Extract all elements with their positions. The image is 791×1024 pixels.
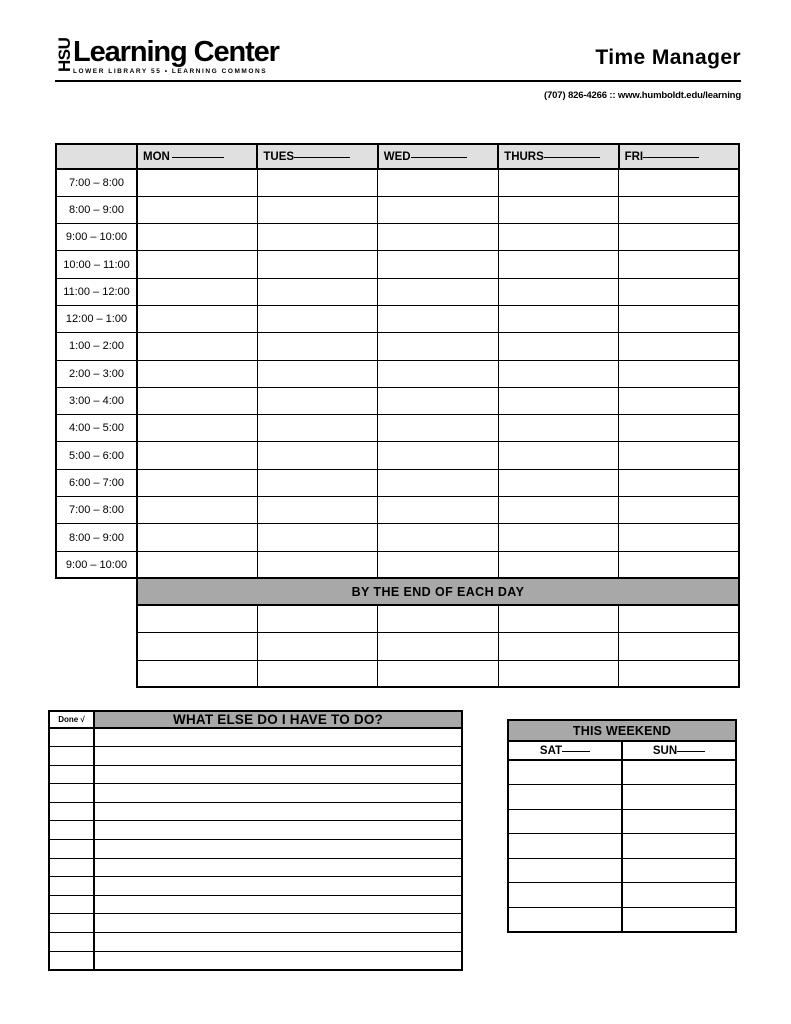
schedule-slot-wed[interactable] [378, 551, 498, 578]
todo-checkbox-cell[interactable] [49, 933, 94, 952]
weekend-label-sat: SAT [539, 744, 563, 757]
schedule-slot-tues[interactable] [257, 469, 377, 496]
logo-subtitle: LOWER LIBRARY 55 • LEARNING COMMONS [73, 68, 268, 76]
schedule-slot-mon[interactable] [137, 333, 257, 360]
time-label: 4:00 – 5:00 [56, 415, 137, 442]
weekend-slot-sun[interactable] [622, 809, 736, 834]
schedule-slot-wed[interactable] [378, 305, 498, 332]
day-header-wed[interactable] [378, 144, 498, 169]
schedule-row [56, 497, 739, 524]
schedule-row [56, 524, 739, 551]
time-label: 7:00 – 8:00 [56, 497, 137, 524]
todo-checkbox-cell[interactable] [49, 784, 94, 803]
todo-row [49, 840, 462, 859]
schedule-slot-fri[interactable] [619, 551, 739, 578]
schedule-slot-thurs[interactable] [498, 551, 618, 578]
todo-row [49, 728, 462, 747]
todo-text-cell[interactable] [94, 858, 462, 877]
banner-spacer [56, 660, 137, 687]
schedule-slot-thurs[interactable] [498, 169, 618, 196]
schedule-slot-thurs[interactable] [498, 497, 618, 524]
schedule-slot-fri[interactable] [619, 333, 739, 360]
logo-title: Learning Center [73, 36, 279, 68]
day-header-mon[interactable] [137, 144, 257, 169]
schedule-slot-wed[interactable] [378, 387, 498, 414]
schedule-slot-fri[interactable] [619, 251, 739, 278]
todo-text-cell[interactable] [94, 728, 462, 747]
todo-row [49, 821, 462, 840]
time-label: 2:00 – 3:00 [56, 360, 137, 387]
schedule-slot-fri[interactable] [619, 415, 739, 442]
time-label: 11:00 – 12:00 [56, 278, 137, 305]
end-of-day-banner-row [56, 578, 739, 605]
time-label: 10:00 – 11:00 [56, 251, 137, 278]
todo-text-cell[interactable] [94, 747, 462, 766]
day-label-mon: MON [143, 150, 170, 163]
weekend-row [508, 858, 736, 883]
todo-checkbox-cell[interactable] [49, 877, 94, 896]
todo-text-cell[interactable] [94, 840, 462, 859]
todo-row [49, 933, 462, 952]
schedule-row [56, 442, 739, 469]
end-of-day-slot-fri[interactable] [619, 605, 739, 632]
schedule-slot-mon[interactable] [137, 360, 257, 387]
weekend-write-line-sat[interactable] [562, 751, 590, 752]
todo-checkbox-cell[interactable] [49, 895, 94, 914]
schedule-row [56, 387, 739, 414]
learning-center-logo [55, 38, 279, 75]
weekend-slot-sat[interactable] [508, 907, 622, 932]
schedule-slot-thurs[interactable] [498, 469, 618, 496]
weekend-slot-sun[interactable] [622, 834, 736, 859]
schedule-slot-fri[interactable] [619, 305, 739, 332]
schedule-slot-fri[interactable] [619, 524, 739, 551]
time-label: 6:00 – 7:00 [56, 469, 137, 496]
schedule-slot-mon[interactable] [137, 169, 257, 196]
day-header-tues[interactable] [257, 144, 377, 169]
todo-row [49, 784, 462, 803]
schedule-slot-thurs[interactable] [498, 415, 618, 442]
schedule-slot-thurs[interactable] [498, 251, 618, 278]
time-label: 8:00 – 9:00 [56, 524, 137, 551]
schedule-slot-wed[interactable] [378, 196, 498, 223]
schedule-slot-wed[interactable] [378, 415, 498, 442]
weekend-slot-sat[interactable] [508, 785, 622, 810]
time-label: 1:00 – 2:00 [56, 333, 137, 360]
schedule-row [56, 415, 739, 442]
day-label-wed: WED [383, 150, 411, 163]
todo-text-cell[interactable] [94, 895, 462, 914]
banner-spacer [56, 633, 137, 660]
time-label: 9:00 – 10:00 [56, 224, 137, 251]
end-of-day-slot-tues[interactable] [257, 605, 377, 632]
todo-text-cell[interactable] [94, 765, 462, 784]
schedule-slot-tues[interactable] [257, 415, 377, 442]
weekend-slot-sat[interactable] [508, 883, 622, 908]
schedule-slot-wed[interactable] [378, 442, 498, 469]
todo-row [49, 765, 462, 784]
schedule-slot-wed[interactable] [378, 497, 498, 524]
schedule-slot-tues[interactable] [257, 169, 377, 196]
schedule-body [56, 144, 739, 687]
page-title: Time Manager [595, 46, 741, 69]
todo-list-title: WHAT ELSE DO I HAVE TO DO? [94, 711, 462, 728]
weekend-header-sun[interactable] [622, 741, 736, 760]
schedule-row [56, 305, 739, 332]
banner-spacer [56, 578, 137, 605]
day-header-fri[interactable] [619, 144, 739, 169]
schedule-slot-wed[interactable] [378, 278, 498, 305]
schedule-slot-tues[interactable] [257, 497, 377, 524]
todo-row [49, 747, 462, 766]
schedule-row [56, 360, 739, 387]
weekend-slot-sat[interactable] [508, 809, 622, 834]
time-label: 8:00 – 9:00 [56, 196, 137, 223]
header-divider [55, 80, 741, 82]
schedule-slot-thurs[interactable] [498, 442, 618, 469]
weekend-table [507, 719, 737, 933]
weekend-row [508, 785, 736, 810]
time-label: 3:00 – 4:00 [56, 387, 137, 414]
schedule-slot-thurs[interactable] [498, 278, 618, 305]
end-of-day-slot-mon[interactable] [137, 633, 257, 660]
schedule-slot-fri[interactable] [619, 224, 739, 251]
schedule-slot-tues[interactable] [257, 251, 377, 278]
weekend-slot-sun[interactable] [622, 883, 736, 908]
schedule-slot-wed[interactable] [378, 360, 498, 387]
weekend-slot-sat[interactable] [508, 760, 622, 785]
time-label: 12:00 – 1:00 [56, 305, 137, 332]
schedule-slot-mon[interactable] [137, 469, 257, 496]
todo-row [49, 877, 462, 896]
schedule-row [56, 333, 739, 360]
day-label-thurs: THURS [504, 150, 544, 163]
schedule-slot-wed[interactable] [378, 469, 498, 496]
day-write-line-thurs[interactable] [544, 157, 600, 158]
todo-text-cell[interactable] [94, 821, 462, 840]
schedule-slot-wed[interactable] [378, 251, 498, 278]
schedule-slot-fri[interactable] [619, 169, 739, 196]
end-of-day-slot-thurs[interactable] [498, 605, 618, 632]
schedule-slot-thurs[interactable] [498, 360, 618, 387]
end-of-day-banner: BY THE END OF EACH DAY [137, 578, 739, 605]
end-of-day-slot-fri[interactable] [619, 660, 739, 687]
hsu-logo-mark: HSU [55, 37, 74, 72]
day-label-fri: FRI [624, 150, 644, 163]
schedule-slot-mon[interactable] [137, 224, 257, 251]
todo-row [49, 914, 462, 933]
time-label: 5:00 – 6:00 [56, 442, 137, 469]
weekend-subheader-row [508, 741, 736, 760]
schedule-slot-mon[interactable] [137, 251, 257, 278]
schedule-slot-mon[interactable] [137, 278, 257, 305]
end-of-day-row [56, 633, 739, 660]
schedule-slot-mon[interactable] [137, 305, 257, 332]
weekend-slot-sun[interactable] [622, 760, 736, 785]
day-write-line-tues[interactable] [294, 157, 350, 158]
contact-info: (707) 826-4266 :: www.humboldt.edu/learning [544, 90, 741, 101]
schedule-slot-mon[interactable] [137, 196, 257, 223]
weekend-label-sun: SUN [652, 744, 678, 757]
schedule-slot-fri[interactable] [619, 278, 739, 305]
schedule-slot-mon[interactable] [137, 551, 257, 578]
todo-row [49, 951, 462, 970]
todo-checkbox-cell[interactable] [49, 951, 94, 970]
schedule-row [56, 469, 739, 496]
schedule-header-row [56, 144, 739, 169]
weekend-slot-sun[interactable] [622, 907, 736, 932]
todo-text-cell[interactable] [94, 877, 462, 896]
weekend-slot-sat[interactable] [508, 834, 622, 859]
todo-text-cell[interactable] [94, 914, 462, 933]
todo-checkbox-cell[interactable] [49, 914, 94, 933]
schedule-row [56, 169, 739, 196]
schedule-slot-tues[interactable] [257, 333, 377, 360]
schedule-slot-fri[interactable] [619, 196, 739, 223]
end-of-day-slot-mon[interactable] [137, 660, 257, 687]
schedule-slot-thurs[interactable] [498, 387, 618, 414]
schedule-slot-thurs[interactable] [498, 196, 618, 223]
schedule-slot-tues[interactable] [257, 224, 377, 251]
todo-checkbox-cell[interactable] [49, 765, 94, 784]
schedule-slot-tues[interactable] [257, 524, 377, 551]
todo-checkbox-cell[interactable] [49, 747, 94, 766]
page-header [55, 38, 741, 106]
todo-checkbox-cell[interactable] [49, 728, 94, 747]
schedule-slot-fri[interactable] [619, 497, 739, 524]
weekend-slot-sat[interactable] [508, 858, 622, 883]
end-of-day-slot-wed[interactable] [378, 660, 498, 687]
end-of-day-slot-wed[interactable] [378, 633, 498, 660]
schedule-slot-tues[interactable] [257, 305, 377, 332]
weekend-write-line-sun[interactable] [677, 751, 705, 752]
weekend-slot-sun[interactable] [622, 858, 736, 883]
schedule-slot-wed[interactable] [378, 169, 498, 196]
weekend-title-row [508, 720, 736, 741]
weekend-row [508, 834, 736, 859]
weekly-schedule-table [55, 143, 740, 688]
time-column-header [56, 144, 137, 169]
todo-text-cell[interactable] [94, 933, 462, 952]
schedule-slot-fri[interactable] [619, 469, 739, 496]
weekend-row [508, 809, 736, 834]
todo-text-cell[interactable] [94, 784, 462, 803]
weekend-slot-sun[interactable] [622, 785, 736, 810]
end-of-day-slot-tues[interactable] [257, 633, 377, 660]
end-of-day-row [56, 660, 739, 687]
schedule-slot-thurs[interactable] [498, 305, 618, 332]
schedule-slot-mon[interactable] [137, 387, 257, 414]
schedule-row [56, 196, 739, 223]
schedule-slot-mon[interactable] [137, 442, 257, 469]
schedule-row [56, 278, 739, 305]
todo-checkbox-cell[interactable] [49, 840, 94, 859]
schedule-slot-tues[interactable] [257, 360, 377, 387]
todo-row [49, 895, 462, 914]
todo-header-row [49, 711, 462, 728]
todo-text-cell[interactable] [94, 802, 462, 821]
todo-checkbox-cell[interactable] [49, 802, 94, 821]
weekend-row [508, 760, 736, 785]
end-of-day-slot-wed[interactable] [378, 605, 498, 632]
schedule-slot-wed[interactable] [378, 333, 498, 360]
schedule-slot-thurs[interactable] [498, 333, 618, 360]
schedule-slot-tues[interactable] [257, 551, 377, 578]
schedule-slot-fri[interactable] [619, 360, 739, 387]
schedule-slot-fri[interactable] [619, 442, 739, 469]
schedule-slot-mon[interactable] [137, 415, 257, 442]
end-of-day-slot-fri[interactable] [619, 633, 739, 660]
end-of-day-slot-thurs[interactable] [498, 633, 618, 660]
todo-row [49, 858, 462, 877]
weekend-header-sat[interactable] [508, 741, 622, 760]
schedule-slot-thurs[interactable] [498, 524, 618, 551]
time-label: 9:00 – 10:00 [56, 551, 137, 578]
end-of-day-slot-mon[interactable] [137, 605, 257, 632]
weekend-body [508, 720, 736, 932]
logo-text-group [73, 38, 279, 75]
schedule-slot-mon[interactable] [137, 497, 257, 524]
day-write-line-fri[interactable] [643, 157, 699, 158]
schedule-slot-tues[interactable] [257, 387, 377, 414]
day-write-line-mon[interactable] [172, 157, 224, 158]
todo-list-table [48, 710, 463, 971]
schedule-slot-tues[interactable] [257, 196, 377, 223]
end-of-day-slot-thurs[interactable] [498, 660, 618, 687]
schedule-row [56, 551, 739, 578]
weekend-title: THIS WEEKEND [508, 720, 736, 741]
schedule-slot-wed[interactable] [378, 224, 498, 251]
end-of-day-slot-tues[interactable] [257, 660, 377, 687]
todo-list-body [49, 711, 462, 970]
end-of-day-row [56, 605, 739, 632]
todo-text-cell[interactable] [94, 951, 462, 970]
todo-checkbox-cell[interactable] [49, 858, 94, 877]
todo-row [49, 802, 462, 821]
schedule-row [56, 224, 739, 251]
schedule-slot-tues[interactable] [257, 278, 377, 305]
schedule-slot-wed[interactable] [378, 524, 498, 551]
weekend-row [508, 907, 736, 932]
schedule-row [56, 251, 739, 278]
done-column-header: Done √ [49, 711, 94, 728]
schedule-slot-tues[interactable] [257, 442, 377, 469]
banner-spacer [56, 605, 137, 632]
schedule-slot-mon[interactable] [137, 524, 257, 551]
schedule-slot-fri[interactable] [619, 387, 739, 414]
time-label: 7:00 – 8:00 [56, 169, 137, 196]
day-write-line-wed[interactable] [411, 157, 467, 158]
schedule-slot-thurs[interactable] [498, 224, 618, 251]
day-header-thurs[interactable] [498, 144, 618, 169]
day-label-tues: TUES [263, 150, 295, 163]
todo-checkbox-cell[interactable] [49, 821, 94, 840]
weekend-row [508, 883, 736, 908]
